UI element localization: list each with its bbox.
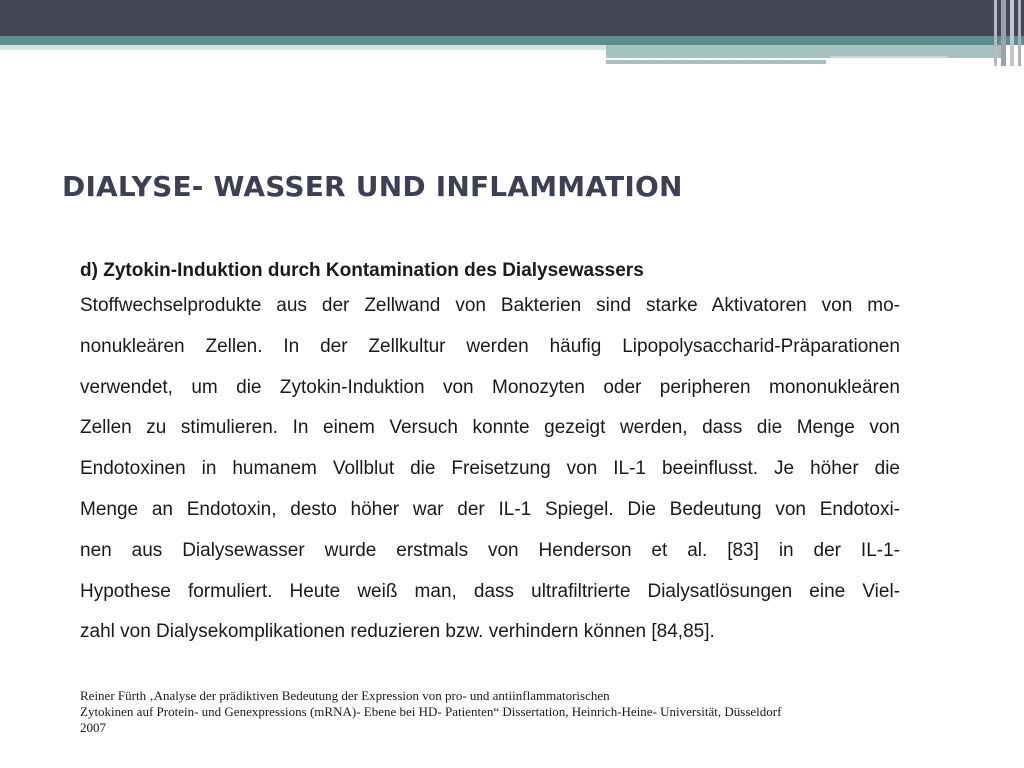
citation-line: 2007 <box>80 720 106 735</box>
header-vertical-strip <box>1001 0 1006 66</box>
excerpt-line: Menge an Endotoxin, desto höher war der IL-1 Spiegel. Die Bedeutung von Endotoxi- <box>80 498 900 520</box>
citation-line: Reiner Fürth ‚Analyse der prädiktiven Bedeutung der Expression von pro- und antiinflammatorischen <box>80 688 610 703</box>
header-vertical-strip <box>1010 0 1014 66</box>
excerpt-line: Stoffwechselprodukte aus der Zellwand von Bakterien sind starke Aktivatoren von mo- <box>80 295 900 316</box>
excerpt-line: nen aus Dialysewasser wurde erstmals von Henderson et al. [83] in der IL-1- <box>80 539 900 561</box>
header-teal-bar <box>0 36 1024 45</box>
excerpt-line: nonukleären Zellen. In der Zellkultur werden häufig Lipopolysaccharid-Präparationen <box>80 335 900 357</box>
citation <box>80 688 980 736</box>
header-accent-line-thin <box>830 56 948 58</box>
excerpt-heading: d) Zytokin-Induktion durch Kontamination des Dialysewassers <box>80 260 644 281</box>
citation-line: Zytokinen auf Protein- und Genexpressions (mRNA)- Ebene bei HD- Patienten“ Dissertation, Heinrich-Heine- Universität, Düsseldorf <box>80 704 782 719</box>
header-dark-bar <box>0 0 1024 36</box>
excerpt-line: verwendet, um die Zytokin-Induktion von Monozyten oder peripheren mononukleären <box>80 376 900 398</box>
excerpt-line: Endotoxinen in humanem Vollblut die Freisetzung von IL-1 beeinflusst. Je höher die <box>80 458 900 480</box>
header-vertical-strip <box>994 0 997 66</box>
excerpt-block <box>80 256 900 653</box>
excerpt-line: Hypothese formuliert. Heute weiß man, dass ultrafiltrierte Dialysatlösungen eine Viel- <box>80 580 900 602</box>
header-light-bar-left <box>0 45 606 50</box>
header-accent-line <box>606 60 826 64</box>
header-vertical-strip <box>1018 0 1021 66</box>
excerpt-line: zahl von Dialysekomplikationen reduzieren bzw. verhindern können [84,85]. <box>80 621 715 643</box>
excerpt-line: Zellen zu stimulieren. In einem Versuch konnte gezeigt werden, dass die Menge von <box>80 417 900 439</box>
slide-title: DIALYSE- WASSER UND INFLAMMATION <box>62 170 683 203</box>
